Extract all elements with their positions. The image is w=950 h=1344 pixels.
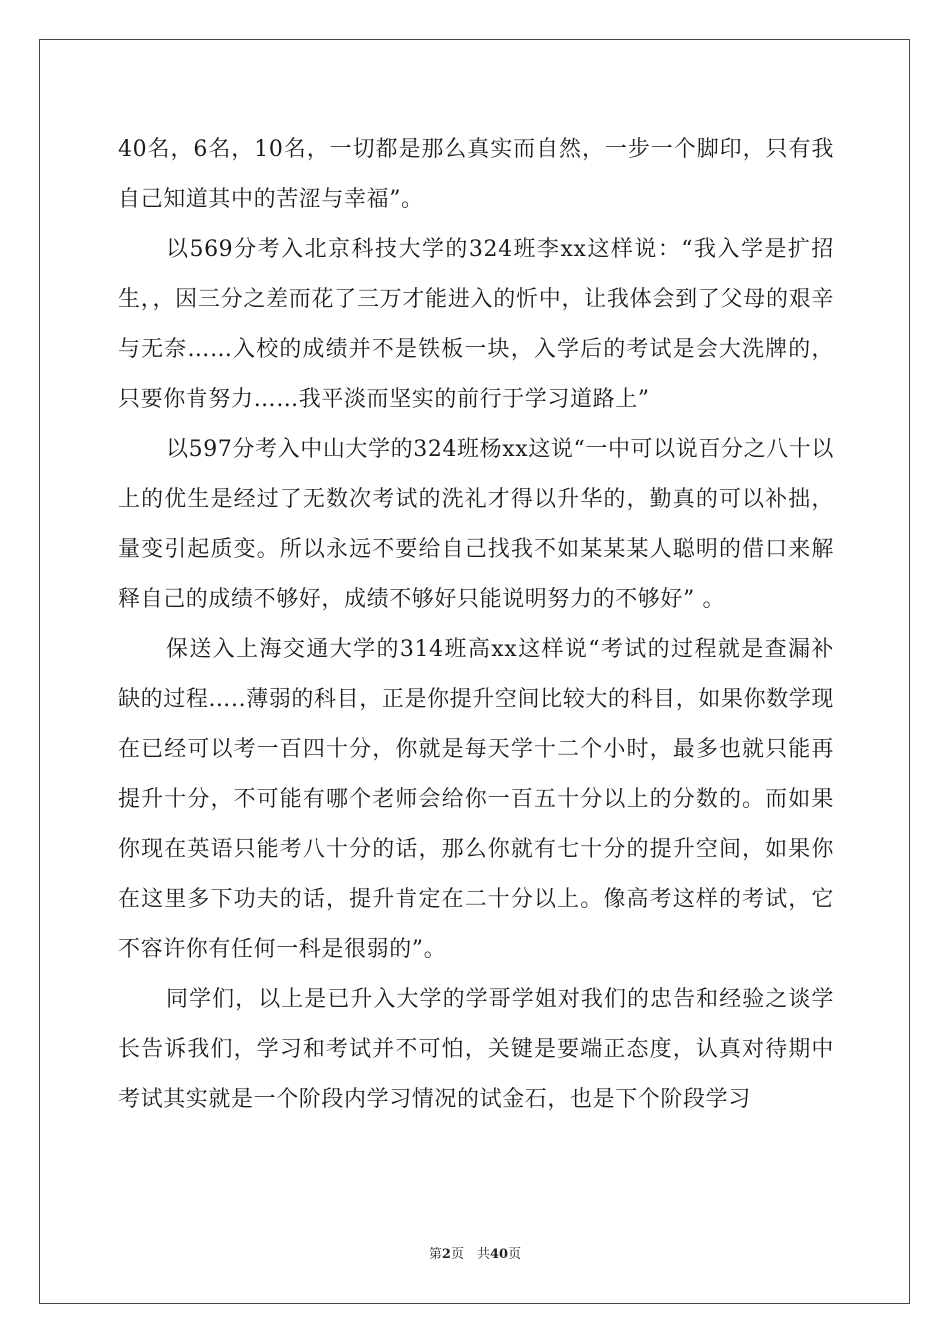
paragraph-5: 同学们，以上是已升入大学的学哥学姐对我们的忠告和经验之谈学长告诉我们，学习和考试并不可怕，关键是要端正态度，认真对待期中考试其实就是一个阶段内学习情况的试金石，也是下个阶段学习 — [118, 987, 834, 1112]
page-footer — [0, 1247, 950, 1263]
document-body — [118, 125, 834, 1125]
footer-page-number: 2 — [441, 1247, 451, 1262]
footer-prefix: 第 — [428, 1247, 442, 1262]
footer-middle: 页 共 — [450, 1247, 490, 1262]
footer-suffix: 页 — [508, 1247, 522, 1262]
paragraph-1: 40名，6名，10名，一切都是那么真实而自然，一步一个脚印，只有我自己知道其中的苦涩与幸福”。 — [118, 137, 834, 212]
paragraph-3: 以597分考入中山大学的324班杨xx这说“一中可以说百分之八十以上的优生是经过了无数次考试的洗礼才得以升华的，勤真的可以补拙，量变引起质变。所以永远不要给自己找我不如某某某人聪明的借口来解释自己的成绩不够好，成绩不够好只能说明努力的不够好” 。 — [118, 437, 834, 612]
footer-total-pages: 40 — [489, 1247, 509, 1262]
paragraph-4: 保送入上海交通大学的314班高xx这样说“考试的过程就是查漏补缺的过程…..薄弱的科目，正是你提升空间比较大的科目，如果你数学现在已经可以考一百四十分，你就是每天学十二个小时，最多也就只能再提升十分，不可能有哪个老师会给你一百五十分以上的分数的。而如果你现在英语只能考八十分的话，那么你就有七十分的提升空间，如果你在这里多下功夫的话，提升肯定在二十分以上。像高考这样的考试，它不容许你有任何一科是很弱的”。 — [118, 637, 834, 962]
paragraph-2: 以569分考入北京科技大学的324班李xx这样说：“我入学是扩招生，，因三分之差而花了三万才能进入的忻中，让我体会到了父母的艰辛与无奈……入校的成绩并不是铁板一块，入学后的考试是会大洗牌的，只要你肯努力……我平淡而坚实的前行于学习道路上” — [118, 237, 834, 412]
